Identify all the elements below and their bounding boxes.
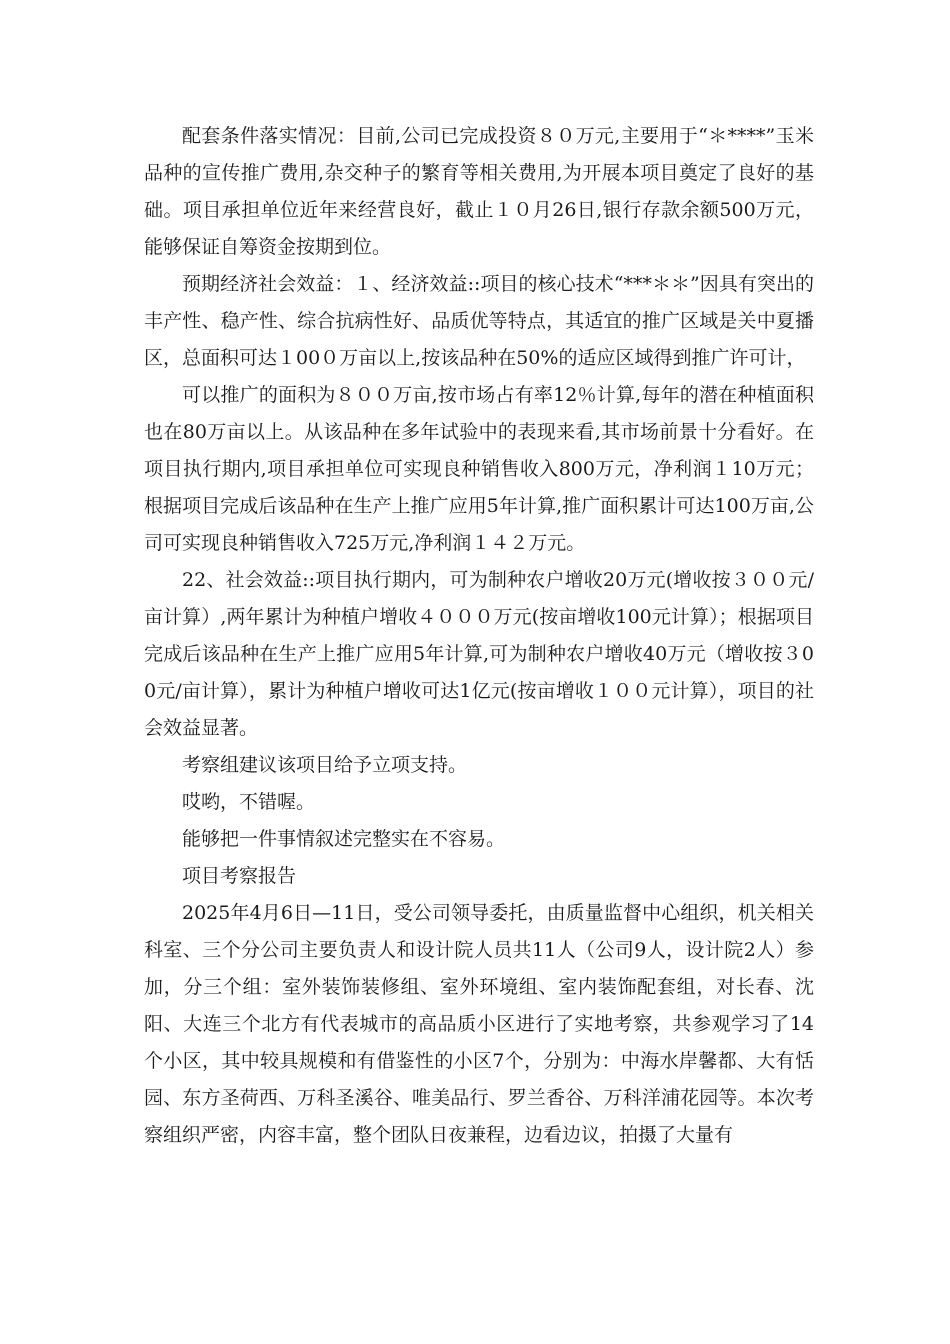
paragraph-expected-benefits: 预期经济社会效益：１、经济效益::项目的核心技术“***＊＊”因具有突出的丰产性、稳产性、综合抗病性好、品质优等特点，其适宜的推广区域是关中夏播区，总面积可达１00０万亩以上,按该品种在50%的适应区域得到推广许可计， bbox=[144, 273, 814, 369]
document-body bbox=[144, 118, 814, 1154]
paragraph-social-benefits: 22、社会效益::项目执行期内，可为制种农户增收20万元(增收按３００元/亩计算）,两年累计为种植户增收４０００万元(按亩增收100元计算）；根据项目完成后该品种在生产上推广应用5年计算,可为制种农户增收40万元（增收按３00元/亩计算），累计为种植户增收可达1亿元(按亩增收１００元计算），项目的社会效益显著。 bbox=[144, 569, 814, 739]
paragraph-remark: 哎哟，不错喔。 bbox=[182, 791, 316, 813]
paragraph-supporting-conditions: 配套条件落实情况：目前,公司已完成投资８０万元,主要用于“＊****”玉米品种的宣传推广费用,杂交种子的繁育等相关费用,为开展本项目奠定了良好的基础。项目承担单位近年来经营良好，截止１０月26日,银行存款余额500万元，能够保证自筹资金按期到位。 bbox=[144, 125, 814, 258]
paragraph-comment: 能够把一件事情叙述完整实在不容易。 bbox=[182, 828, 506, 850]
paragraph-inspection-details: 2025年4月6日—11日，受公司领导委托，由质量监督中心组织，机关相关科室、三个分公司主要负责人和设计院人员共11人（公司9人，设计院2人）参加，分三个组：室外装饰装修组、室外环境组、室内装饰配套组，对长春、沈阳、大连三个北方有代表城市的高品质小区进行了实地考察，共参观学习了14个小区，其中较具规模和有借鉴性的小区7个，分别为：中海水岸馨都、大有恬园、东方圣荷西、万科圣溪谷、唯美品行、罗兰香谷、万科洋浦花园等。本次考察组织严密，内容丰富，整个团队日夜兼程，边看边议，拍摄了大量有 bbox=[144, 902, 814, 1146]
section-heading-inspection-report: 项目考察报告 bbox=[182, 865, 297, 887]
paragraph-promotion-area: 可以推广的面积为８００万亩,按市场占有率12％计算,每年的潜在种植面积也在80万亩以上。从该品种在多年试验中的表现来看,其市场前景十分看好。在项目执行期内,项目承担单位可实现良种销售收入800万元，净利润１10万元；根据项目完成后该品种在生产上推广应用5年计算,推广面积累计可达100万亩,公司可实现良种销售收入725万元,净利润１４２万元。 bbox=[144, 384, 814, 554]
paragraph-recommendation: 考察组建议该项目给予立项支持。 bbox=[182, 754, 468, 776]
